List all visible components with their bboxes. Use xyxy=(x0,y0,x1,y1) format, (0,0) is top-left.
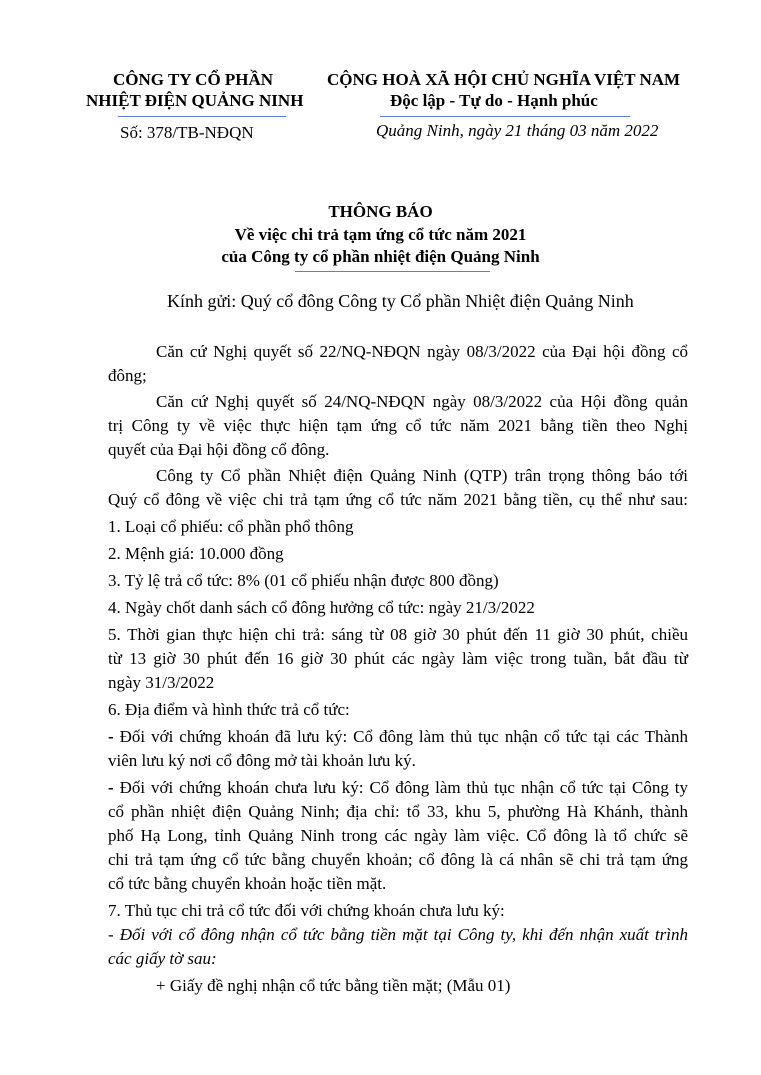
paragraph-2-line-2: trị Công ty về việc thực hiện tạm ứng cổ tức năm 2021 bằng tiền theo Nghị xyxy=(108,416,688,435)
paragraph-1-line-1: Căn cứ Nghị quyết số 22/NQ-NĐQN ngày 08/3/2022 của Đại hội đồng cổ xyxy=(156,342,688,361)
title-underline xyxy=(295,271,490,272)
list-item-6b-line-1 xyxy=(108,776,688,800)
list-item-5-line-1: 5. Thời gian thực hiện chi trả: sáng từ 08 giờ 30 phút đến 11 giờ 30 phút, chiều xyxy=(108,625,688,644)
paragraph-1-line-2: đông; xyxy=(108,366,147,385)
list-item-7a-bullet-1: + Giấy đề nghị nhận cổ tức bằng tiền mặt; (Mẫu 01) xyxy=(156,976,511,995)
notice-subject-line1: Về việc chi trả tạm ứng cổ tức năm 2021 xyxy=(234,225,527,244)
company-name-line2: NHIỆT ĐIỆN QUẢNG NINH xyxy=(86,91,304,110)
list-item-6b-line-4: chi trả tạm ứng cổ tức bằng chuyển khoản; cổ đông là cá nhân sẽ chi trả tạm ứng xyxy=(108,850,688,869)
list-item-6: 6. Địa điểm và hình thức trả cổ tức: xyxy=(108,700,350,719)
national-motto: Độc lập - Tự do - Hạnh phúc xyxy=(390,91,598,110)
paragraph-3-line-2: Quý cổ đông về việc chi trả tạm ứng cổ tức năm 2021 bằng tiền, cụ thể như sau: xyxy=(108,490,688,509)
country-name: CỘNG HOÀ XÃ HỘI CHỦ NGHĨA VIỆT NAM xyxy=(327,70,681,89)
list-item-4: 4. Ngày chốt danh sách cổ đông hưởng cổ tức: ngày 21/3/2022 xyxy=(108,598,535,617)
list-item-6b-line-2: cổ phần nhiệt điện Quảng Ninh; địa chỉ: tổ 33, khu 5, phường Hà Khánh, thành xyxy=(108,802,688,821)
list-item-3: 3. Tỷ lệ trả cổ tức: 8% (01 cổ phiếu nhận được 800 đồng) xyxy=(108,571,499,590)
company-underline xyxy=(118,116,286,117)
recipient-line: Kính gửi: Quý cổ đông Công ty Cổ phần Nhiệt điện Quảng Ninh xyxy=(167,291,634,311)
notice-title: THÔNG BÁO xyxy=(328,202,433,221)
list-item-6b-line-5: cổ tức bằng chuyển khoản hoặc tiền mặt. xyxy=(108,874,387,893)
paragraph-3-line-1: Công ty Cổ phần Nhiệt điện Quảng Ninh (QTP) trân trọng thông báo tới xyxy=(156,466,688,485)
list-item-5-line-2: từ 13 giờ 30 phút đến 16 giờ 30 phút các ngày làm việc trong tuần, bắt đầu từ xyxy=(108,649,688,668)
list-item-7a-line-1: - Đối với cổ đông nhận cổ tức bằng tiền mặt tại Công ty, khi đến nhận xuất trình xyxy=(108,925,688,944)
list-item-6b-line-3: phố Hạ Long, tỉnh Quảng Ninh trong các ngày làm việc. Cổ đông là tổ chức sẽ xyxy=(108,826,688,845)
list-item-2: 2. Mệnh giá: 10.000 đồng xyxy=(108,544,284,563)
list-item-6a-line-1 xyxy=(108,725,688,749)
paragraph-2-line-3: quyết của Đại hội đồng cổ đông. xyxy=(108,440,330,459)
place-and-date: Quảng Ninh, ngày 21 tháng 03 năm 2022 xyxy=(376,121,659,140)
list-item-6a-line-2: viên lưu ký nơi cổ đông mở tài khoản lưu ký. xyxy=(108,751,416,770)
company-name-line1: CÔNG TY CỔ PHẦN xyxy=(113,70,274,89)
list-item-5-line-3: ngày 31/3/2022 xyxy=(108,673,215,692)
item-6b-text: Đối với chứng khoán chưa lưu ký: Cổ đông làm thủ tục nhận cổ tức tại Công ty xyxy=(113,778,688,797)
list-item-7: 7. Thủ tục chi trả cổ tức đối với chứng khoán chưa lưu ký: xyxy=(108,901,505,920)
dash-marker: - xyxy=(108,727,114,746)
dash-marker: - xyxy=(108,778,114,797)
list-item-1: 1. Loại cổ phiếu: cổ phần phổ thông xyxy=(108,517,354,536)
motto-underline xyxy=(380,116,630,117)
document-number: Số: 378/TB-NĐQN xyxy=(120,123,254,142)
list-item-7a-line-2: các giấy tờ sau: xyxy=(108,949,217,968)
paragraph-2-line-1: Căn cứ Nghị quyết số 24/NQ-NĐQN ngày 08/3/2022 của Hội đồng quản xyxy=(156,392,688,411)
item-6a-text: Đối với chứng khoán đã lưu ký: Cổ đông làm thủ tục nhận cổ tức tại các Thành xyxy=(113,727,688,746)
notice-subject-line2: của Công ty cổ phần nhiệt điện Quảng Ninh xyxy=(221,247,540,266)
body-text xyxy=(108,340,688,998)
